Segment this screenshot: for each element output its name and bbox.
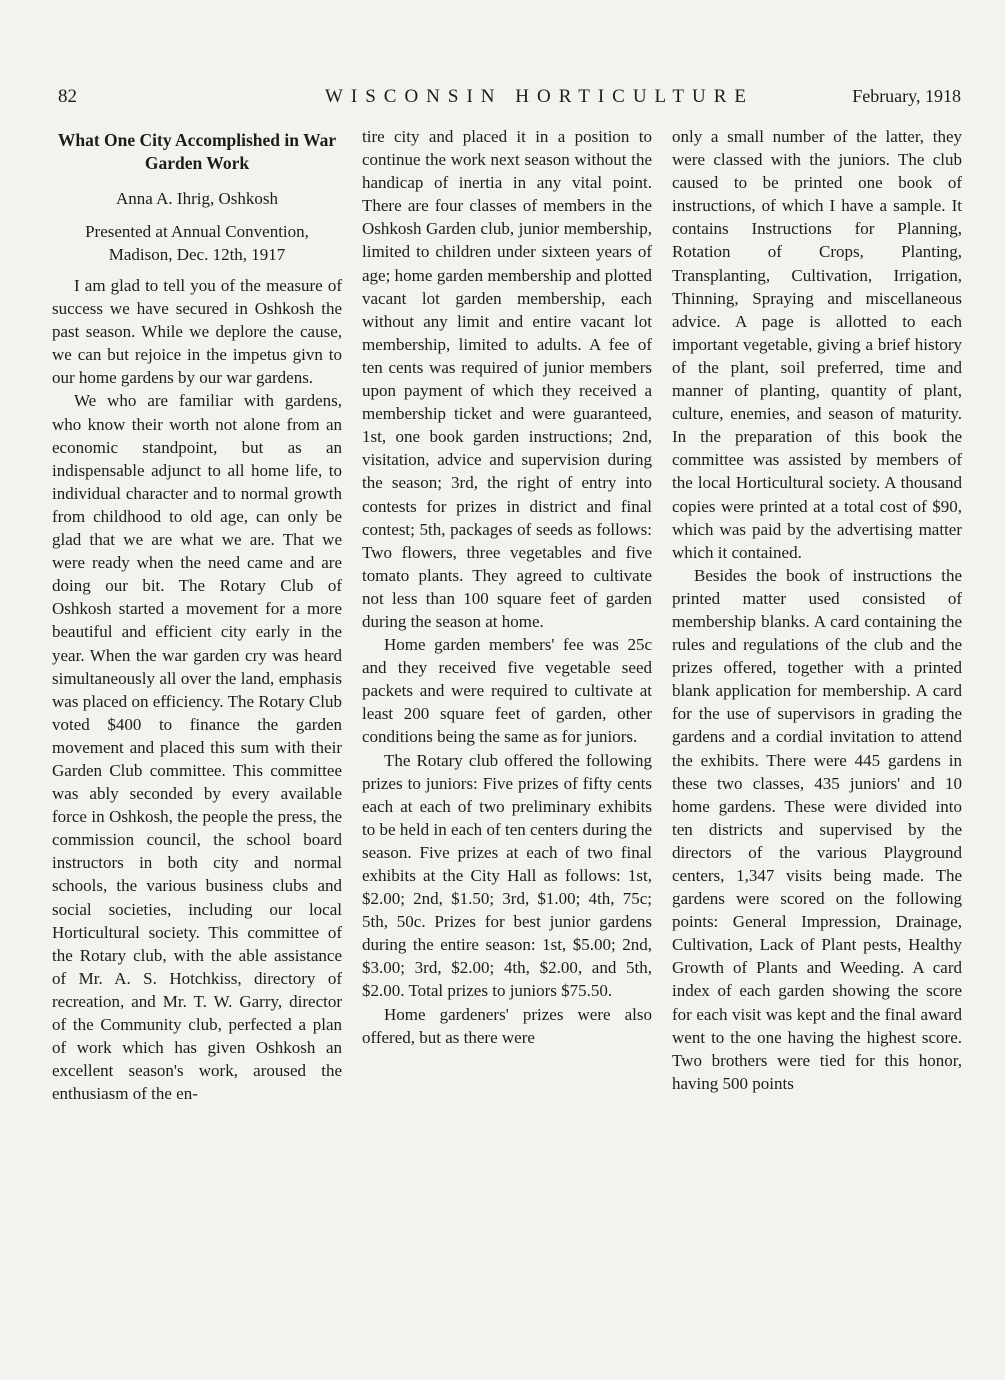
issue-date: February, 1918 (852, 86, 961, 106)
paragraph: I am glad to tell you of the measure of success we have secured in Oshkosh the past season. While we deplore the cause, we can but rejoice in the impetus givn to our home gardens by our war gardens. (52, 276, 342, 388)
column-1 (52, 125, 342, 1105)
page-number: 82 (58, 86, 77, 107)
paragraph: Home gardeners' prizes were also offered, but as there were (362, 1004, 652, 1047)
article-title: What One City Accomplished in War Garden Work (57, 130, 337, 173)
article-author: Anna A. Ihrig, Oshkosh (116, 189, 278, 208)
page-header (58, 86, 961, 116)
paragraph: Home garden members' fee was 25c and they received five vegetable seed packets and were required to cultivate at least 200 square feet of garden, other conditions being the same as for juniors. (362, 635, 652, 747)
paragraph: We who are familiar with gardens, who know their worth not alone from an economic standpoint, but as an indispensable adjunct to all home life, to individual character and to normal growth from childhood to old age, can only be glad that we are what we are. That we were ready when the need came and are doing our bit. The Rotary Club of Oshkosh started a movement for a more beautiful and efficient city early in the year. When the war garden cry was heard simultaneously all over the land, emphasis was placed on efficiency. The Rotary Club voted $400 to finance the garden movement and placed this sum with their Garden Club committee. This committee was ably seconded by every available force in Oshkosh, the people the press, the commission council, the school board instructors in both city and normal schools, the various business clubs and social societies, including our local Horticultural society. This committee of the Rotary club, with the able assistance of Mr. A. S. Hotchkiss, directory of recreation, and Mr. T. W. Garry, director of the Community club, perfected a plan of work which has given Oshkosh an excellent season's work, aroused the enthusiasm of the en- (52, 391, 342, 1104)
column-2 (362, 125, 652, 1049)
column-3 (672, 125, 962, 1095)
paragraph: The Rotary club offered the following prizes to juniors: Five prizes of fifty cents each at each of two preliminary exhibits to be held in each of ten centers during the season. Five prizes at each of two final exhibits at the City Hall as follows: 1st, $2.00; 2nd, $1.50; 3rd, $1.00; 4th, 75c; 5th, 50c. Prizes for best junior gardens during the entire season: 1st, $5.00; 2nd, $3.00; 3rd, $2.00; 4th, $2.00, and 5th, $2.00. Total prizes to juniors $75.50. (362, 750, 652, 1001)
paragraph: Besides the book of instructions the printed matter used consisted of membership blanks. A card containing the rules and regulations of the club and the prizes offered, together with a printed blank application for membership. A card for the use of supervisors in grading the gardens and a cordial invitation to attend the exhibits. There were 445 gardens in these two classes, 435 juniors' and 10 home gardens. These were divided into ten districts and supervised by the directors of the various Playground centers, 1,347 visits being made. The gardens were scored on the following points: General Impression, Drainage, Cultivation, Lack of Plant pests, Healthy Growth of Plants and Weeding. A card index of each garden showing the score for each visit was kept and the final award went to the one having the highest score. Two brothers were tied for this honor, having 500 points (672, 565, 962, 1093)
paragraph: only a small number of the latter, they were classed with the juniors. The club caused to be printed one book of instructions, of which I have a sample. It contains Instructions for Planning, Rotation of Crops, Planting, Transplanting, Cultivation, Irrigation, Thinning, Spraying and miscellaneous advice. A page is allotted to each important vegetable, giving a brief history of the plant, soil preferred, time and manner of planting, quantity of plant, culture, enemies, and season of maturity. In the preparation of this book the committee was assisted by members of the local Horticultural society. A thousand copies were printed at a total cost of $90, which was paid by the advertising matter which it contained. (672, 127, 962, 562)
paragraph: tire city and placed it in a position to continue the work next season without the handicap of inertia in any vital point. There are four classes of members in the Oshkosh Garden club, junior membership, limited to children under sixteen years of age; home garden membership and plotted vacant lot garden membership, each without any limit and entire vacant lot membership, limited to adults. A fee of ten cents was required of junior members upon payment of which they received a membership ticket and were guaranteed, 1st, one book garden instructions; 2nd, visitation, advice and supervision during the season; 3rd, the right of entry into contests for prizes in district and final contest; 5th, packages of seeds as follows: Two flowers, three vegetables and five tomato plants. They agreed to cultivate not less than 100 square feet of garden during the season at home. (362, 127, 652, 631)
running-title: WISCONSIN HORTICULTURE (324, 86, 755, 107)
presented-note: Presented at Annual Convention, Madison, Dec. 12th, 1917 (85, 222, 309, 264)
